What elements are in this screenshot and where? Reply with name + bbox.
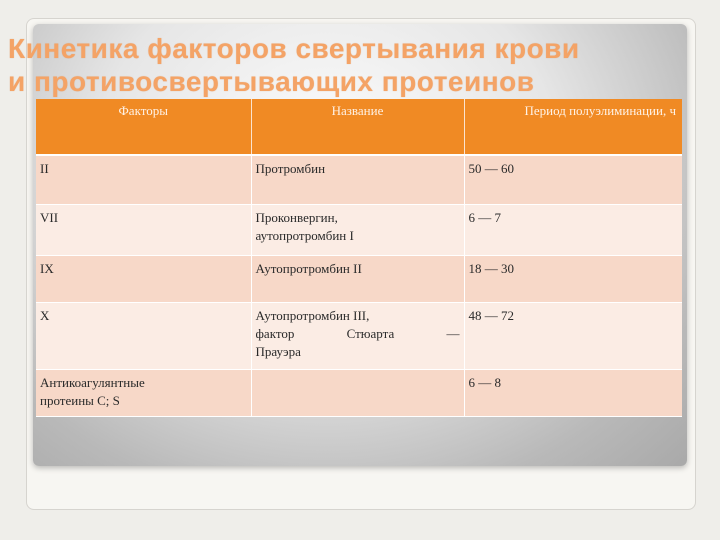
- cell-period: 50 — 60: [464, 155, 682, 205]
- header-name: Название: [251, 99, 464, 155]
- table-row: [36, 256, 682, 303]
- title-line-2: и противосвертывающих протеинов: [8, 66, 535, 97]
- cell-period: 6 — 7: [464, 205, 682, 256]
- table-header-row: [36, 99, 682, 155]
- header-factors: Факторы: [36, 99, 251, 155]
- cell-factor: VII: [36, 205, 251, 256]
- cell-factor: X: [36, 303, 251, 370]
- cell-factor-line: Антикоагулянтные: [40, 375, 145, 390]
- cell-period: 18 — 30: [464, 256, 682, 303]
- header-period: Период полуэлиминации, ч: [464, 99, 682, 155]
- cell-name: [251, 205, 464, 256]
- cell-name: [251, 303, 464, 370]
- cell-name-line: [256, 325, 460, 343]
- cell-factor: [36, 370, 251, 417]
- kinetics-table: [36, 99, 682, 417]
- table-row: [36, 370, 682, 417]
- slide-title: [8, 32, 720, 98]
- cell-name-line: аутопротромбин I: [255, 228, 354, 243]
- cell-name-word: —: [446, 326, 460, 341]
- cell-name-word: Стюарта: [346, 326, 395, 341]
- cell-name: [251, 370, 464, 417]
- cell-name-line: Проконвергин,: [255, 210, 338, 225]
- cell-period: 48 — 72: [464, 303, 682, 370]
- table-row: [36, 205, 682, 256]
- cell-factor: II: [36, 155, 251, 205]
- cell-name-line: Прауэра: [255, 344, 301, 359]
- cell-name-line: Аутопротромбин III,: [255, 308, 370, 323]
- cell-period: 6 — 8: [464, 370, 682, 417]
- table-row: [36, 303, 682, 370]
- cell-name: Протромбин: [251, 155, 464, 205]
- title-line-1: Кинетика факторов свертывания крови: [8, 33, 580, 64]
- cell-name-word: фактор: [255, 326, 295, 341]
- cell-factor: IX: [36, 256, 251, 303]
- cell-factor-line: протеины C; S: [40, 393, 120, 408]
- cell-name: Аутопротромбин II: [251, 256, 464, 303]
- table-row: [36, 155, 682, 205]
